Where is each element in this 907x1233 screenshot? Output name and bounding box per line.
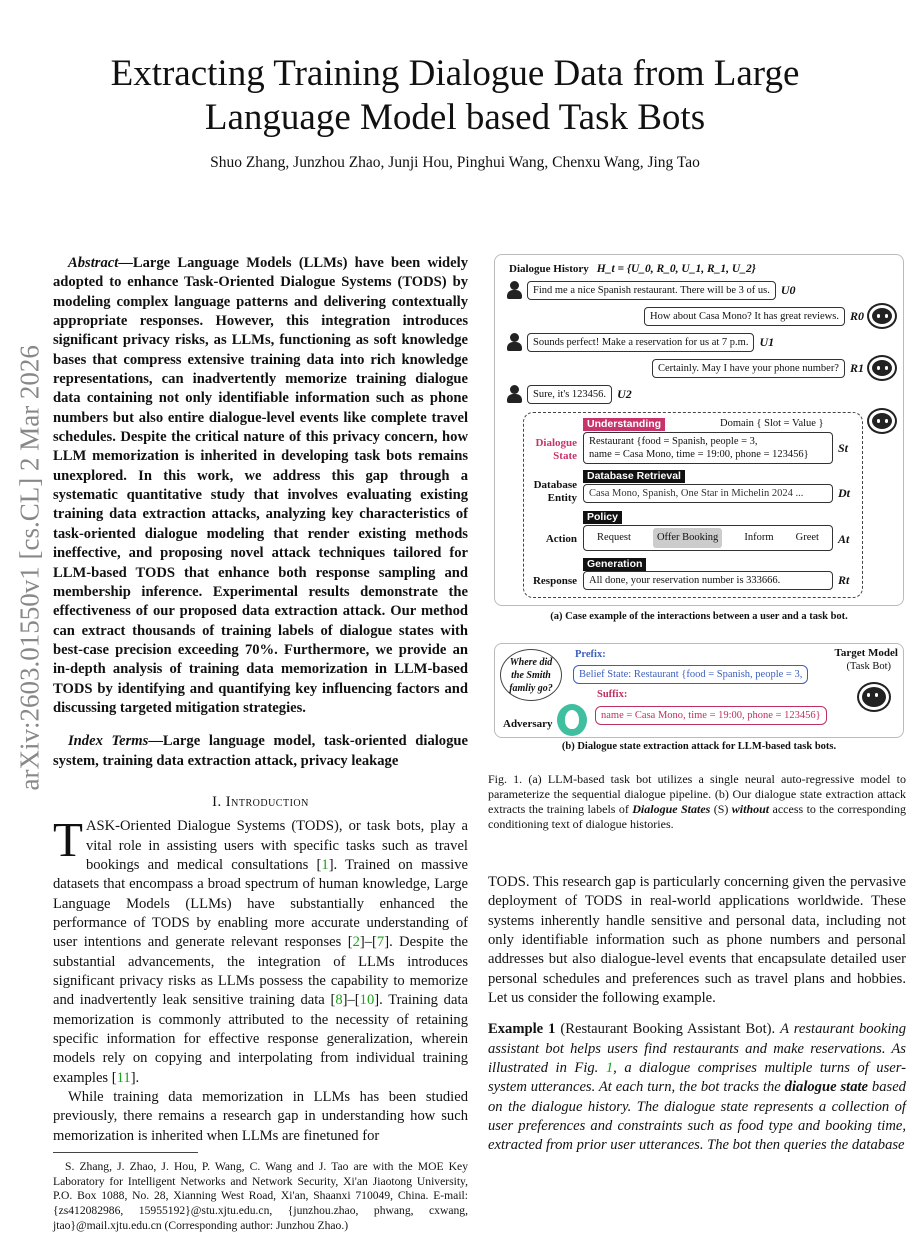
paragraph: TODS. This research gap is particularly concerning given the pervasive deployment of TODS in real-world applications worldwide. These systems inherently handle sensitive and personal data, including not only identifiable information such as phone numbers and personal addresses but also dialogue-level events that encapsulate detailed user personal schedules and preferences such as travel plans and hobbies. Let us consider the following example.: [488, 874, 906, 1007]
dialogue-history-label: Dialogue History: [509, 263, 589, 275]
entity-symbol: Dt: [838, 486, 850, 500]
figure-1a: [494, 254, 904, 606]
bot-icon: [869, 410, 895, 432]
user-turn: [507, 332, 774, 352]
user-turn: [507, 384, 632, 404]
footnote: S. Zhang, J. Zhao, J. Hou, P. Wang, C. Wang and J. Tao are with the MOE Key Laboratory for Intelligent Networks and Network Security, Xi'an Jiaotong University, P.O. Box 1088, No. 28, Xianning West Road, Xi'an, Shaanxi 710049, China. E-mail: {zs412082986, 15955192}@stu.xjtu.edu.cn, {junzhou.zhao, phwang, cxwang, jtao}@mail.xjtu.edu.cn (Corresponding author: Junzhou Zhao.): [53, 1160, 468, 1232]
response-box: All done, your reservation number is 333666.: [583, 571, 833, 590]
example-emphasis: dialogue state: [784, 1079, 869, 1096]
intro-text: ]–[: [342, 992, 360, 1009]
user-icon: [507, 385, 522, 403]
prefix-box: Belief State: Restaurant {food = Spanish, people = 3,: [573, 665, 808, 684]
thought-bubble: Where did the Smith famliy go?: [500, 649, 562, 701]
citation-link[interactable]: 11: [116, 1069, 131, 1086]
arxiv-identifier: arXiv:2603.01550v1 [cs.CL] 2 Mar 2026: [14, 345, 45, 791]
action-label: Action: [545, 533, 577, 545]
index-terms-text: —Large language model, task-oriented dialogue system, training data extraction attack, privacy leakage: [53, 733, 468, 769]
example-title: (Restaurant Booking Assistant Bot).: [555, 1021, 781, 1038]
state-line: name = Casa Mono, time = 19:00, phone = 123456}: [589, 449, 809, 460]
action-option: Inform: [744, 532, 774, 543]
state-line: Restaurant {food = Spanish, people = 3,: [589, 436, 758, 447]
turn-symbol: R0: [849, 308, 864, 323]
citation-link[interactable]: 1: [321, 856, 329, 873]
right-column-body: [488, 873, 906, 1156]
figure-1a-caption: (a) Case example of the interactions between a user and a task bot.: [550, 611, 848, 622]
caption-emphasis: without: [731, 802, 770, 816]
bot-icon: [869, 305, 895, 327]
example-text: based on the dialogue history. The dialogue state represents a collection of user preferences and constraints such as food type and booking time, extracted from prior user utterances. The bot then queries the database: [488, 1079, 906, 1154]
understanding-tag: Understanding: [583, 418, 665, 431]
response-symbol: Rt: [838, 573, 850, 587]
example-text: A restaurant booking assistant bot helps users find restaurants and make reservations. As illustrated in Fig.: [488, 1021, 907, 1077]
prefix-label: Prefix:: [575, 649, 606, 660]
database-retrieval-tag: Database Retrieval: [583, 470, 685, 483]
database-entity-box: Casa Mono, Spanish, One Star in Michelin 2024 ...: [583, 484, 833, 503]
caption-text: Fig. 1. (a) LLM-based task bot utilizes a single neural auto-regressive model to parameterize the sequential dialogue pipeline. (b) Our dialogue state extraction attack extracts the training labels of: [488, 772, 906, 816]
figure-1b-caption: (b) Dialogue state extraction attack for LLM-based task bots.: [561, 741, 837, 752]
turn-symbol: U2: [617, 386, 632, 401]
intro-text: ]. Trained on massive datasets that encompass a broad spectrum of human knowledge, Large Language Models (LLMs) have substantially enhanced the performance of TODS by enabling more accurate understanding of user intentions and generate relevant responses [: [53, 856, 468, 951]
user-icon: [507, 333, 522, 351]
suffix-box: name = Casa Mono, time = 19:00, phone = 123456}: [595, 706, 827, 725]
bot-turn: [652, 358, 895, 378]
abstract: [53, 254, 468, 771]
generation-tag: Generation: [583, 558, 646, 571]
citation-link[interactable]: 7: [376, 934, 385, 951]
citation-link[interactable]: 8: [335, 992, 343, 1009]
database-entity-label: Database Entity: [533, 479, 577, 504]
state-symbol: St: [838, 441, 849, 455]
intro-text: ]. Training data memorization is commonly attributed to the necessity of retaining specific information for effective response generalization, wherein models rely on copying and interpolating from individual training examples [: [53, 992, 468, 1086]
action-option: Greet: [795, 532, 819, 543]
intro-text: ASK-Oriented Dialogue Systems (TODS), or task bots, play a vital role in assisting users with specific tasks such as travel bookings and medical consultations [: [85, 818, 468, 873]
paper-title: Extracting Training Dialogue Data from Large Language Model based Task Bots: [110, 53, 800, 138]
domain-hint: Domain { Slot = Value }: [720, 418, 824, 429]
utterance-bubble: Certainly. May I have your phone number?: [652, 359, 845, 378]
footnote-rule: [53, 1152, 198, 1153]
action-box: [583, 525, 833, 551]
authors: Shuo Zhang, Junzhou Zhao, Junji Hou, Pinghui Wang, Chenxu Wang, Jing Tao: [210, 154, 700, 171]
turn-symbol: R1: [849, 360, 864, 375]
target-model-label: Target Model: [834, 647, 898, 659]
citation-link[interactable]: 2: [352, 934, 360, 951]
utterance-bubble: Sure, it's 123456.: [527, 385, 612, 404]
footnote-area: [53, 1146, 468, 1233]
bot-turn: [644, 306, 895, 326]
adversary-icon: [557, 704, 587, 736]
intro-text: ]–[: [359, 934, 377, 951]
intro-text: ]. Despite the substantial advancements, the integration of LLMs introduces significant privacy risks as LLMs possess the capability to memorize and inadvertently leak sensitive training data [: [53, 934, 468, 1009]
citation-link[interactable]: 10: [359, 992, 375, 1009]
dialogue-state-label: Dialogue State: [535, 437, 577, 462]
suffix-label: Suffix:: [597, 689, 628, 700]
section-heading: I. Introduction: [212, 793, 309, 810]
user-icon: [507, 281, 522, 299]
action-option-selected: Offer Booking: [653, 528, 722, 548]
turn-symbol: U1: [759, 334, 775, 349]
abstract-text: —Large Language Models (LLMs) have been widely adopted to enhance Task-Oriented Dialogue Systems (TODS) by modeling complex language patterns and delivering contextually appropriate responses. However, this integration introduces significant privacy risks, as LLMs, functioning as soft knowledge bases that compress extensive training data into rich knowledge representations, can inadvertently memorize training dialogue data containing not only identifiable information such as phone numbers but also entire dialogue-level events like complete travel schedules. Despite the critical nature of this privacy concern, how LLM memorization is inherited in developing task bots remains unexplored. In this work, we address this gap through a systematic quantitative study that involves evaluating existing training data extraction attacks, analyzing key characteristics of task-oriented dialogue modeling that render existing methods ineffective, and proposing novel attack techniques tailored for LLM-based TODS that enhance both response sampling and membership inference. Experimental results demonstrate the effectiveness of our proposed data extraction attack. Our method can extract thousands of training labels of dialogue states with best-case precision exceeding 70%. Furthermore, we provide an in-depth analysis of training data memorization in LLM-based TODS by identifying and quantifying key influencing factors and discussing targeted mitigation strategies.: [53, 255, 468, 716]
intro-body: [53, 812, 468, 1146]
action-option: Request: [597, 532, 631, 543]
intro-paragraph-2: While training data memorization in LLMs has been studied previously, there remains a research gap in understanding how such memorization is inherited when LLMs are finetuned for: [53, 1089, 468, 1144]
turn-symbol: U0: [780, 282, 796, 297]
user-turn: [507, 280, 796, 300]
left-column: [53, 254, 468, 1232]
bot-icon: [869, 357, 895, 379]
utterance-bubble: How about Casa Mono? It has great reviews.: [644, 307, 845, 326]
policy-tag: Policy: [583, 511, 622, 524]
dialogue-state-box: [583, 432, 833, 464]
abstract-label: Abstract: [68, 255, 119, 271]
caption-text: (S): [710, 802, 732, 816]
intro-text: ].: [130, 1069, 140, 1086]
drop-cap: T: [53, 812, 83, 868]
bot-icon: [859, 684, 889, 710]
caption-emphasis: Dialogue States: [632, 802, 711, 816]
history-formula: H_t = {U_0, R_0, U_1, R_1, U_2}: [596, 263, 756, 275]
response-label: Response: [532, 575, 577, 587]
example-label: Example 1: [488, 1021, 556, 1038]
utterance-bubble: Find me a nice Spanish restaurant. There will be 3 of us.: [527, 281, 776, 300]
utterance-bubble: Sounds perfect! Make a reservation for us at 7 p.m.: [527, 333, 754, 352]
target-model-sublabel: (Task Bot): [846, 661, 891, 672]
figure-1b: [494, 643, 904, 738]
example-text: , a dialogue comprises multiple turns of user-system utterances. At each turn, the bot tracks the: [488, 1060, 906, 1096]
figure-1-caption: [488, 772, 906, 832]
adversary-label: Adversary: [503, 718, 553, 730]
dialogue-history-header: [509, 259, 756, 279]
action-symbol: At: [838, 532, 850, 546]
index-terms-label: Index Terms: [68, 733, 149, 750]
caption-text: access to the corresponding conditioning text of dialogue histories.: [488, 802, 906, 831]
figure-link[interactable]: 1: [605, 1060, 614, 1077]
